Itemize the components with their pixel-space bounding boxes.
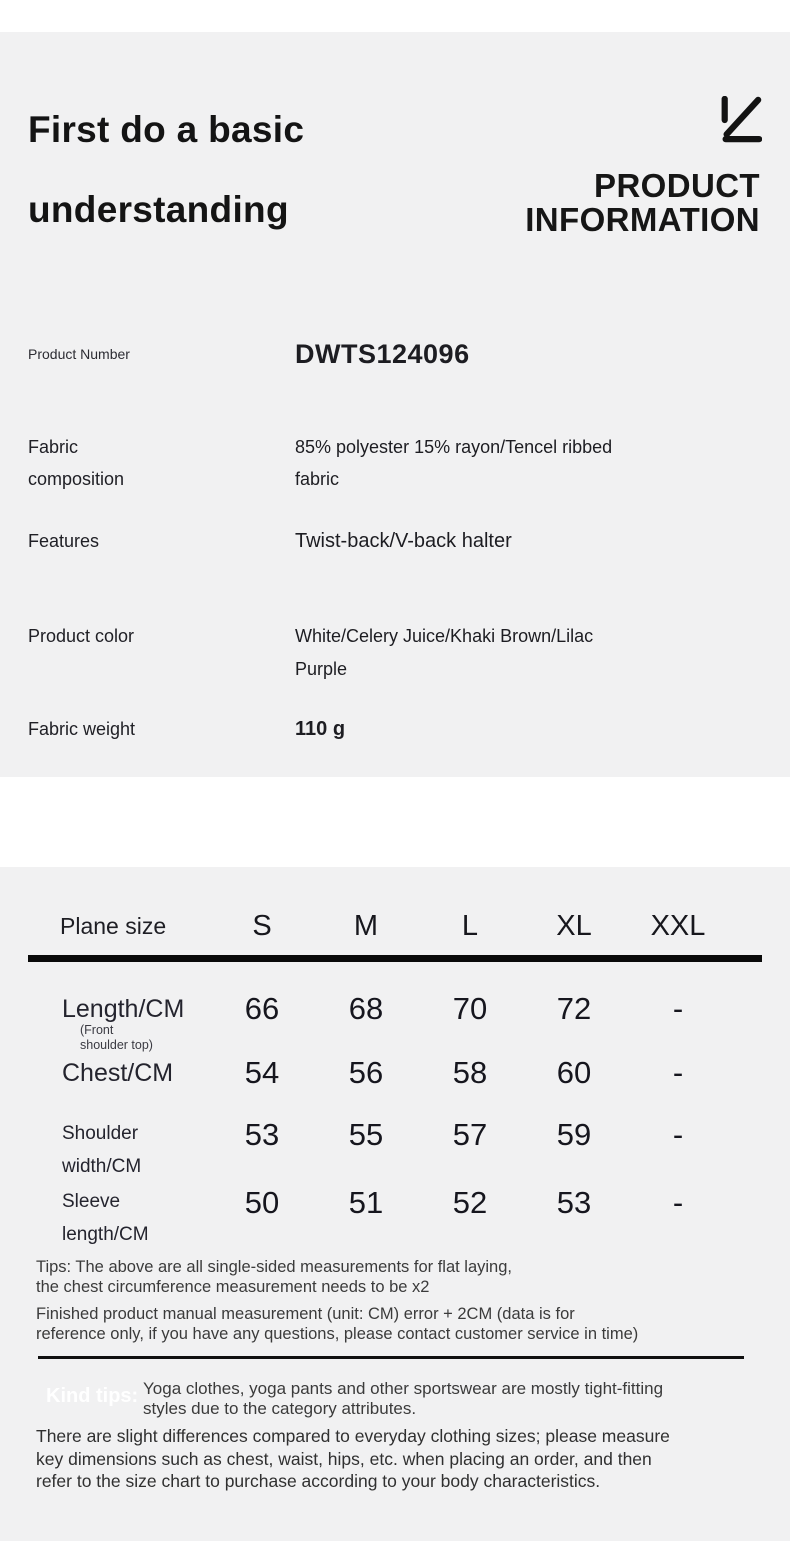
page-title-line-2: understanding <box>28 189 289 230</box>
size-value: - <box>672 991 684 1026</box>
info-row-fabric-composition <box>28 431 735 495</box>
page-title-line-1: First do a basic <box>28 109 305 150</box>
measurement-tips <box>36 1258 638 1344</box>
kind-tips-text: Yoga clothes, yoga pants and other sportswear are mostly tight-fitting styles due to the category attributes. <box>143 1379 664 1418</box>
size-column-xxl: XXL <box>650 909 706 942</box>
size-chart-rule <box>28 955 762 962</box>
info-row-product-number <box>28 336 735 372</box>
size-value: - <box>672 1055 684 1090</box>
features-value: Twist-back/V-back halter <box>295 530 512 552</box>
size-value: - <box>672 1185 684 1220</box>
size-row-label: Length/CM (Front shoulder top) <box>28 988 210 1053</box>
size-value: 50 <box>244 1185 280 1220</box>
size-value: 72 <box>556 991 592 1026</box>
info-label: Features <box>28 531 100 551</box>
info-label: Fabric composition <box>28 437 125 489</box>
size-value: - <box>672 1117 684 1152</box>
info-row-fabric-weight <box>28 713 735 745</box>
tips-paragraph-1: Tips: The above are all single-sided measurements for flat laying, the chest circumference measurement needs to be x2 <box>36 1258 512 1296</box>
kind-tips-label: Kind tips: <box>46 1385 139 1407</box>
size-chart-title: Plane size <box>60 912 167 939</box>
size-value: 55 <box>348 1117 384 1152</box>
size-column-m: M <box>353 909 379 942</box>
size-chart-header <box>28 902 762 950</box>
size-value: 66 <box>244 991 280 1026</box>
product-number-value: DWTS124096 <box>295 339 470 369</box>
size-value: 53 <box>244 1117 280 1152</box>
size-row-sublabel: (Front shoulder top) <box>80 1023 153 1052</box>
arrow-down-left-icon <box>718 96 762 144</box>
size-row-label: Sleeve length/CM <box>62 1191 149 1245</box>
size-column-xl: XL <box>556 909 592 942</box>
product-color-value: White/Celery Juice/Khaki Brown/Lilac Purple <box>295 626 594 679</box>
size-column-l: L <box>461 909 479 942</box>
size-value: 58 <box>452 1055 488 1090</box>
top-white-band <box>0 0 790 32</box>
section-divider-band <box>0 777 790 867</box>
size-column-s: S <box>252 909 272 942</box>
page-title <box>28 90 304 250</box>
size-value: 56 <box>348 1055 384 1090</box>
size-value: 54 <box>244 1055 280 1090</box>
size-value: 57 <box>452 1117 488 1152</box>
info-label: Fabric weight <box>28 719 136 739</box>
size-value: 60 <box>556 1055 592 1090</box>
size-value: 53 <box>556 1185 592 1220</box>
brand-line-1: PRODUCT <box>594 167 760 204</box>
size-value: 51 <box>348 1185 384 1220</box>
info-label: Product color <box>28 626 135 646</box>
info-row-product-color <box>28 620 735 686</box>
brand-subtitle <box>525 169 760 237</box>
kind-tips-note: There are slight differences compared to everyday clothing sizes; please measure key dimensions such as chest, waist, hips, etc. when placing an order, and then refer to the size chart to purchase according to your body characteristics. <box>36 1426 670 1491</box>
size-value: 68 <box>348 991 384 1026</box>
brand-line-2: INFORMATION <box>525 201 760 238</box>
info-label: Product Number <box>28 346 130 362</box>
size-value: 52 <box>452 1185 488 1220</box>
fabric-weight-value: 110 g <box>295 718 346 740</box>
size-value: 70 <box>452 991 488 1026</box>
fabric-composition-value: 85% polyester 15% rayon/Tencel ribbed fabric <box>295 437 613 489</box>
size-row-sleeve-length <box>28 1182 762 1251</box>
size-value: 59 <box>556 1117 592 1152</box>
size-row-chest <box>28 1052 762 1094</box>
size-row-length <box>28 988 762 1053</box>
size-row-label: Shoulder width/CM <box>62 1123 142 1177</box>
info-row-features <box>28 525 735 557</box>
tips-paragraph-2: Finished product manual measurement (unit: CM) error + 2CM (data is for reference only, if you have any questions, please contact customer service in time) <box>36 1305 639 1343</box>
size-row-shoulder-width <box>28 1114 762 1183</box>
kind-tips-rule <box>38 1356 744 1359</box>
size-row-label: Chest/CM <box>62 1059 174 1087</box>
